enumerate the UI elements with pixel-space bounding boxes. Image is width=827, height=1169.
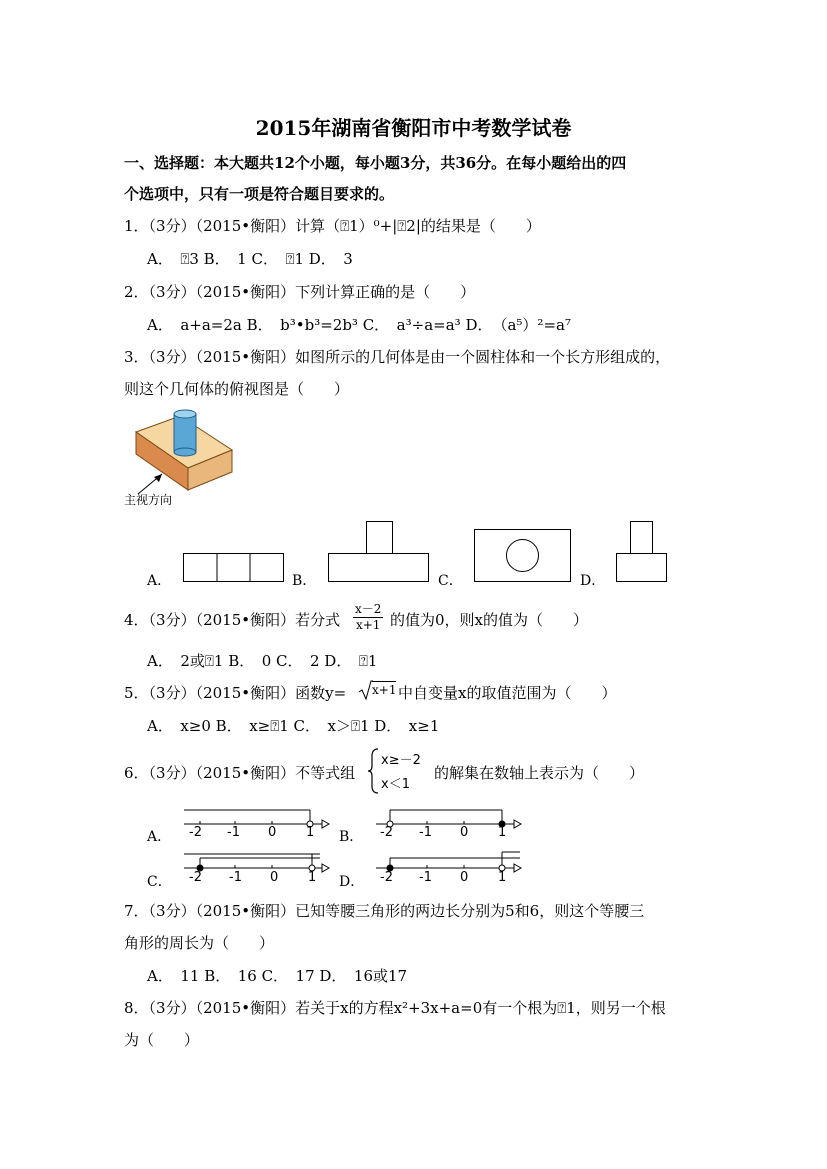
- question-4-prefix: 4．（3分）（2015•衡阳）若分式: [124, 611, 341, 629]
- q6c-tick-3: 0: [270, 870, 279, 885]
- q4-fraction-denominator: x+1: [355, 618, 381, 632]
- q6c-tick-2: -1: [229, 870, 242, 885]
- q6c-tick-4: 1: [308, 870, 317, 885]
- q6a-tick-4: 1: [306, 825, 315, 840]
- question-4-suffix: 的值为0，则x的值为（ ）: [390, 611, 589, 629]
- q4-fraction-numerator: x－2: [355, 602, 382, 616]
- q3-option-c-figure: [474, 529, 572, 583]
- q3-option-d-label: D．: [580, 573, 606, 589]
- q3-option-a-figure: [183, 553, 285, 583]
- q6a-tick-3: 0: [268, 825, 277, 840]
- q6d-tick-3: 0: [460, 870, 469, 885]
- question-3-line1: 3．（3分）（2015•衡阳）如图所示的几何体是由一个圆柱体和一个长方形组成的，: [124, 348, 671, 366]
- question-1-options: A． ⍰3 B． 1 C． ⍰1 D． 3: [147, 250, 353, 268]
- q4-fraction: [353, 600, 383, 632]
- question-7-options: A． 11 B． 16 C． 17 D． 16或17: [147, 967, 408, 985]
- question-6-suffix: 的解集在数轴上表示为（ ）: [434, 764, 645, 782]
- q6-option-c-numberline: [180, 848, 330, 872]
- q6b-tick-3: 0: [460, 825, 469, 840]
- q6d-tick-2: -1: [419, 870, 432, 885]
- q6b-tick-2: -1: [419, 825, 432, 840]
- q6-option-b-label: B．: [339, 829, 364, 845]
- q6-option-c-label: C．: [147, 874, 172, 890]
- question-8-line2: 为（ ）: [124, 1031, 200, 1049]
- question-2-options: A． a+a=2a B． b³•b³=2b³ C． a³÷a=a³ D． （a⁵）²=a⁷: [147, 316, 571, 334]
- question-6-prefix: 6．（3分）（2015•衡阳）不等式组: [124, 764, 356, 782]
- figure-caption: 主视方向: [124, 493, 173, 507]
- question-4-options: A． 2或⍰1 B． 0 C． 2 D． ⍰1: [147, 652, 378, 670]
- q6d-tick-4: 1: [498, 870, 507, 885]
- q6-option-d-label: D．: [339, 874, 365, 890]
- question-3-line2: 则这个几何体的俯视图是（ ）: [124, 380, 350, 398]
- section-heading-line1: 一、选择题：本大题共12个小题，每小题3分，共36分。在每小题给出的四: [124, 154, 627, 172]
- q3-option-b-label: B．: [292, 573, 317, 589]
- q6d-tick-1: -2: [380, 870, 393, 885]
- q6-option-d-numberline: [372, 848, 524, 872]
- question-7-line1: 7．（3分）（2015•衡阳）已知等腰三角形的两边长分别为5和6，则这个等腰三: [124, 902, 645, 920]
- question-8-line1: 8．（3分）（2015•衡阳）若关于x的方程x²+3x+a=0有一个根为⍰1，则另一个根: [124, 999, 666, 1017]
- question-2: 2．（3分）（2015•衡阳）下列计算正确的是（ ）: [124, 283, 476, 301]
- q6b-tick-1: -2: [380, 825, 393, 840]
- q6a-tick-1: -2: [189, 825, 202, 840]
- q6-option-a-label: A．: [147, 829, 172, 845]
- page-title: 2015年湖南省衡阳市中考数学试卷: [255, 116, 572, 140]
- question-1: 1．（3分）（2015•衡阳）计算（⍰1）⁰+|⍰2|的结果是（ ）: [124, 217, 541, 235]
- q6-inequality-2: x＜1: [381, 777, 410, 792]
- q5-radicand: x+1: [372, 683, 397, 697]
- question-5-suffix: 中自变量x的取值范围为（ ）: [398, 684, 617, 702]
- radical-sign: [359, 680, 373, 700]
- q3-option-c-label: C．: [438, 573, 463, 589]
- question-5-options: A． x≥0 B． x≥⍰1 C． x＞⍰1 D． x≥1: [147, 717, 440, 735]
- system-brace: [368, 748, 380, 794]
- q6c-tick-1: -2: [189, 870, 202, 885]
- question-5-prefix: 5．（3分）（2015•衡阳）函数y=: [124, 684, 347, 702]
- question-7-line2: 角形的周长为（ ）: [124, 934, 275, 952]
- q3-option-d-figure: [616, 521, 668, 583]
- q6a-tick-2: -1: [227, 825, 240, 840]
- q6-inequality-1: x≥－2: [381, 753, 421, 768]
- q6b-tick-4: 1: [498, 825, 507, 840]
- q3-option-a-label: A．: [147, 573, 172, 589]
- section-heading-line2: 个选项中，只有一项是符合题目要求的。: [124, 185, 395, 203]
- q3-option-b-figure: [328, 521, 430, 583]
